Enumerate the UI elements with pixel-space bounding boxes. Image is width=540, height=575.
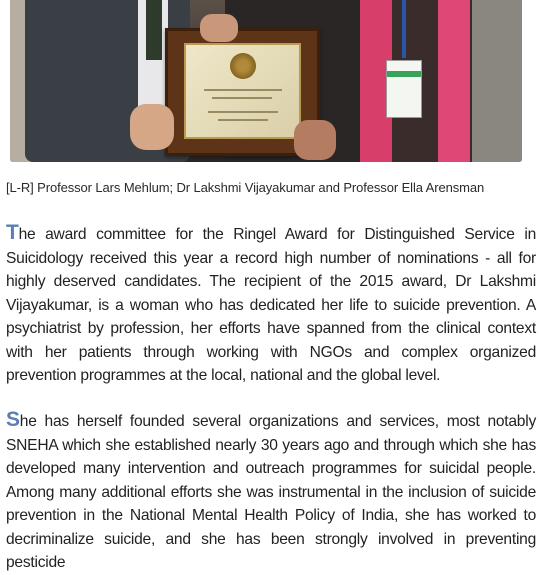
engraving-line xyxy=(212,97,272,99)
hand xyxy=(130,104,174,150)
photo-caption: [L-R] Professor Lars Mehlum; Dr Lakshmi Vijayakumar and Professor Ella Arensman xyxy=(6,180,485,195)
paragraph-text: he has herself founded several organizations and services, most notably SNEHA which she established nearly 30 years ago and through which she has developed many intervention and outreach programmes for suicidal people. Among many additional efforts she was instrumental in the inclusion of suicide prevention in the National Mental Health Policy of India, she has worked to decriminalize suicide, and she has been strongly involved in preventing pesticide xyxy=(6,413,536,571)
hand xyxy=(294,120,336,160)
award-photo xyxy=(10,0,522,162)
scarf-end xyxy=(438,0,470,162)
engraving-line xyxy=(218,119,268,121)
plaque-plate xyxy=(184,43,301,139)
sleeve xyxy=(472,0,522,162)
drop-cap: S xyxy=(6,408,20,431)
drop-cap: T xyxy=(6,221,19,244)
lanyard xyxy=(402,0,406,58)
paragraph-2 xyxy=(6,408,536,575)
paragraph-1 xyxy=(6,221,536,388)
seal-emblem xyxy=(230,53,256,79)
tie xyxy=(146,0,162,60)
badge-stripe xyxy=(387,71,421,77)
hand xyxy=(200,14,238,42)
name-badge xyxy=(386,60,422,118)
engraving-line xyxy=(208,111,278,113)
engraving-line xyxy=(204,89,282,91)
paragraph-text: he award committee for the Ringel Award for Distinguished Service in Suicidology received this year a record high number of nominations - all for highly deserved candidates. The recipient of the 2015 award, Dr Lakshmi Vijayakumar, is a woman who has dedicated her life to suicide prevention. A psychiatrist by profession, her efforts have spanned from the clinical context with her patients through working with NGOs and complex organized prevention programmes at the local, national and the global level. xyxy=(6,226,536,384)
